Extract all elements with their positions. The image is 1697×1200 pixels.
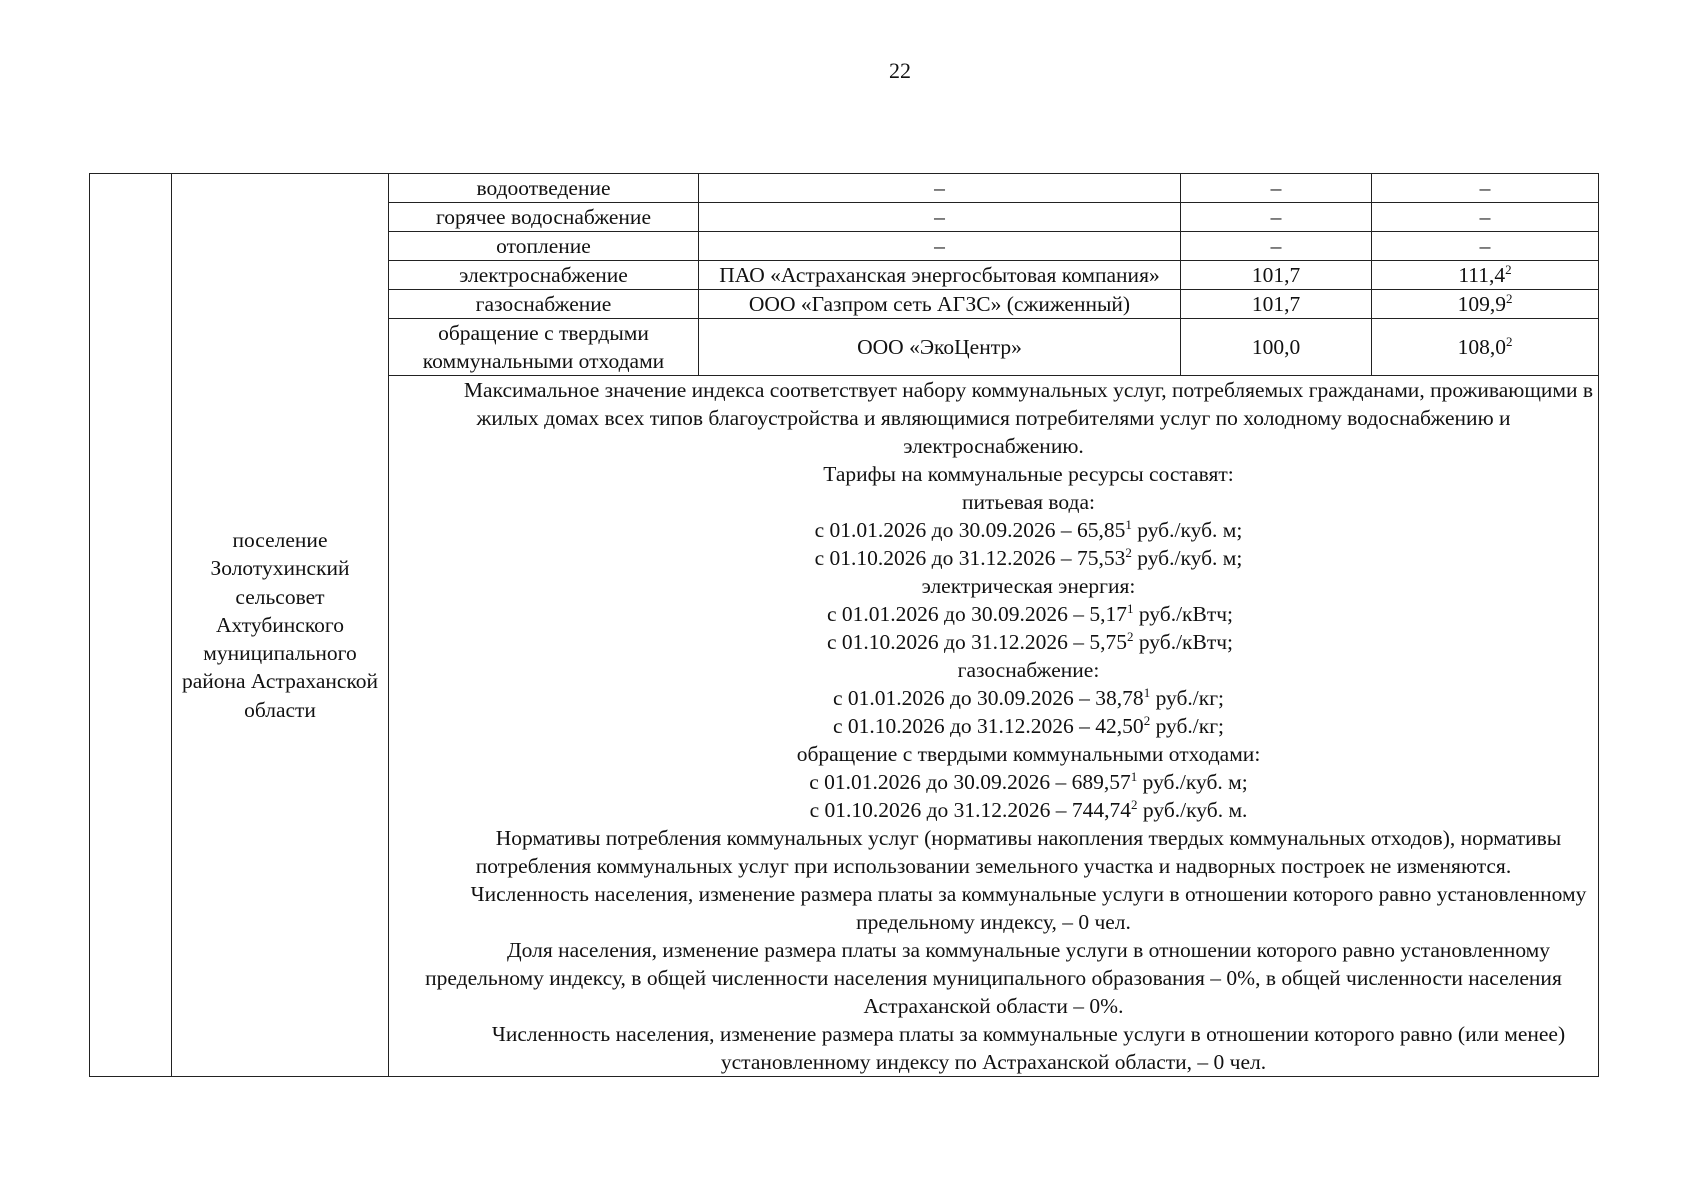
footnote-mark: 1: [1130, 768, 1138, 784]
index-second: [1372, 174, 1599, 203]
tariff-group-label: газоснабжение:: [957, 658, 1100, 682]
service-name: водоотведение: [389, 174, 699, 203]
notes-paragraph: Нормативы потребления коммунальных услуг (нормативы накопления твердых коммунальных отходов), нормативы потребления коммунальных услуг при использовании земельного участка и надворных построек не изменяются.: [475, 826, 1562, 878]
notes-paragraph: Численность населения, изменение размера платы за коммунальные услуги в отношении которого равно установленному предельному индексу, – 0 чел.: [470, 882, 1587, 934]
tariff-unit: руб./кВтч;: [1133, 630, 1234, 654]
tariff-period: с 01.01.2026 до 30.09.2026 – 65,85: [814, 518, 1126, 542]
tariff-line: [393, 712, 1594, 740]
service-name: электроснабжение: [389, 261, 699, 290]
tariff-line: [393, 768, 1594, 796]
tariff-line: [393, 628, 1594, 656]
tariff-line: [393, 684, 1594, 712]
index-second-value: 109,9: [1457, 292, 1506, 316]
index-second-value: 108,0: [1457, 335, 1506, 359]
tariff-period: с 01.01.2026 до 30.09.2026 – 5,17: [826, 602, 1127, 626]
provider-name: ООО «ЭкоЦентр»: [699, 319, 1181, 376]
tariff-table: [89, 173, 1599, 1077]
empty-number-cell: [90, 174, 172, 1077]
footnote-mark: 1: [1126, 600, 1134, 616]
notes-paragraph: Доля населения, изменение размера платы за коммунальные услуги в отношении которого равно установленному предельному индексу, в общей численности населения муниципального образования – 0%, в общей численности населения Астраханской области – 0%.: [425, 938, 1562, 1018]
index-second-value: –: [1479, 234, 1491, 258]
index-second: [1372, 261, 1599, 290]
provider-name: –: [699, 174, 1181, 203]
service-name: горячее водоснабжение: [389, 203, 699, 232]
footnote-mark: 2: [1143, 712, 1151, 728]
footnote-mark: 2: [1125, 544, 1132, 560]
tariff-period: с 01.01.2026 до 30.09.2026 – 38,78: [832, 686, 1144, 710]
provider-name: –: [699, 232, 1181, 261]
region-name: поселение Золотухинский сельсовет Ахтубинского муниципального района Астраханской области: [181, 527, 379, 722]
index-second: [1372, 290, 1599, 319]
tariff-line: [393, 544, 1594, 572]
tariff-unit: руб./кВтч;: [1133, 602, 1234, 626]
footnote-mark: 1: [1143, 684, 1151, 700]
tariff-line: [393, 600, 1594, 628]
footnote-mark: 2: [1131, 796, 1138, 812]
index-first: 101,7: [1181, 261, 1372, 290]
tariff-unit: руб./кг;: [1150, 686, 1225, 710]
tariff-unit: руб./куб. м;: [1137, 770, 1248, 794]
tariff-group-label: питьевая вода:: [961, 490, 1096, 514]
footnote-mark: 2: [1505, 290, 1513, 306]
index-first: –: [1181, 232, 1372, 261]
tariff-period: с 01.10.2026 до 31.12.2026 – 744,74: [809, 798, 1132, 822]
tariff-group-label: обращение с твердыми коммунальными отходами:: [796, 742, 1261, 766]
provider-name: ООО «Газпром сеть АГЗС» (сжиженный): [699, 290, 1181, 319]
tariff-unit: руб./куб. м;: [1131, 546, 1243, 570]
footnote-mark: 1: [1125, 516, 1132, 532]
index-second-value: 111,4: [1458, 263, 1506, 287]
notes-paragraph: Максимальное значение индекса соответствует набору коммунальных услуг, потребляемых гражданами, проживающими в жилых домах всех типов благоустройства и являющимися потребителями услуг по холодному водоснабжению и электроснабжению.: [463, 378, 1594, 458]
tariff-unit: руб./кг;: [1150, 714, 1225, 738]
index-first: –: [1181, 203, 1372, 232]
index-second: [1372, 232, 1599, 261]
index-second: [1372, 203, 1599, 232]
provider-name: ПАО «Астраханская энергосбытовая компания»: [699, 261, 1181, 290]
index-second-value: –: [1479, 176, 1491, 200]
tariff-period: с 01.10.2026 до 31.12.2026 – 5,75: [826, 630, 1127, 654]
notes-cell: [389, 376, 1599, 1077]
notes-paragraph: Численность населения, изменение размера платы за коммунальные услуги в отношении которого равно (или менее) установленному индексу по Астраханской области, – 0 чел.: [491, 1022, 1566, 1074]
region-cell: [172, 174, 389, 1077]
tariff-line: [393, 516, 1594, 544]
tariffs-intro: Тарифы на коммунальные ресурсы составят:: [823, 462, 1234, 486]
tariff-unit: руб./куб. м.: [1137, 798, 1248, 822]
service-name: газоснабжение: [389, 290, 699, 319]
service-name: обращение с твердыми коммунальными отходами: [389, 319, 699, 376]
tariff-period: с 01.01.2026 до 30.09.2026 – 689,57: [809, 770, 1131, 794]
footnote-mark: 2: [1126, 628, 1134, 644]
tariff-unit: руб./куб. м;: [1131, 518, 1243, 542]
tariff-period: с 01.10.2026 до 31.12.2026 – 42,50: [832, 714, 1144, 738]
index-first: –: [1181, 174, 1372, 203]
index-second-value: –: [1479, 205, 1491, 229]
index-second: [1372, 319, 1599, 376]
service-name: отопление: [389, 232, 699, 261]
page-number: 22: [889, 58, 911, 83]
provider-name: –: [699, 203, 1181, 232]
index-first: 100,0: [1181, 319, 1372, 376]
tariff-period: с 01.10.2026 до 31.12.2026 – 75,53: [814, 546, 1126, 570]
footnote-mark: 2: [1505, 261, 1512, 277]
tariff-group-label: электрическая энергия:: [921, 574, 1136, 598]
table-row: [90, 174, 1599, 203]
footnote-mark: 2: [1505, 333, 1513, 349]
tariff-line: [393, 796, 1594, 824]
index-first: 101,7: [1181, 290, 1372, 319]
